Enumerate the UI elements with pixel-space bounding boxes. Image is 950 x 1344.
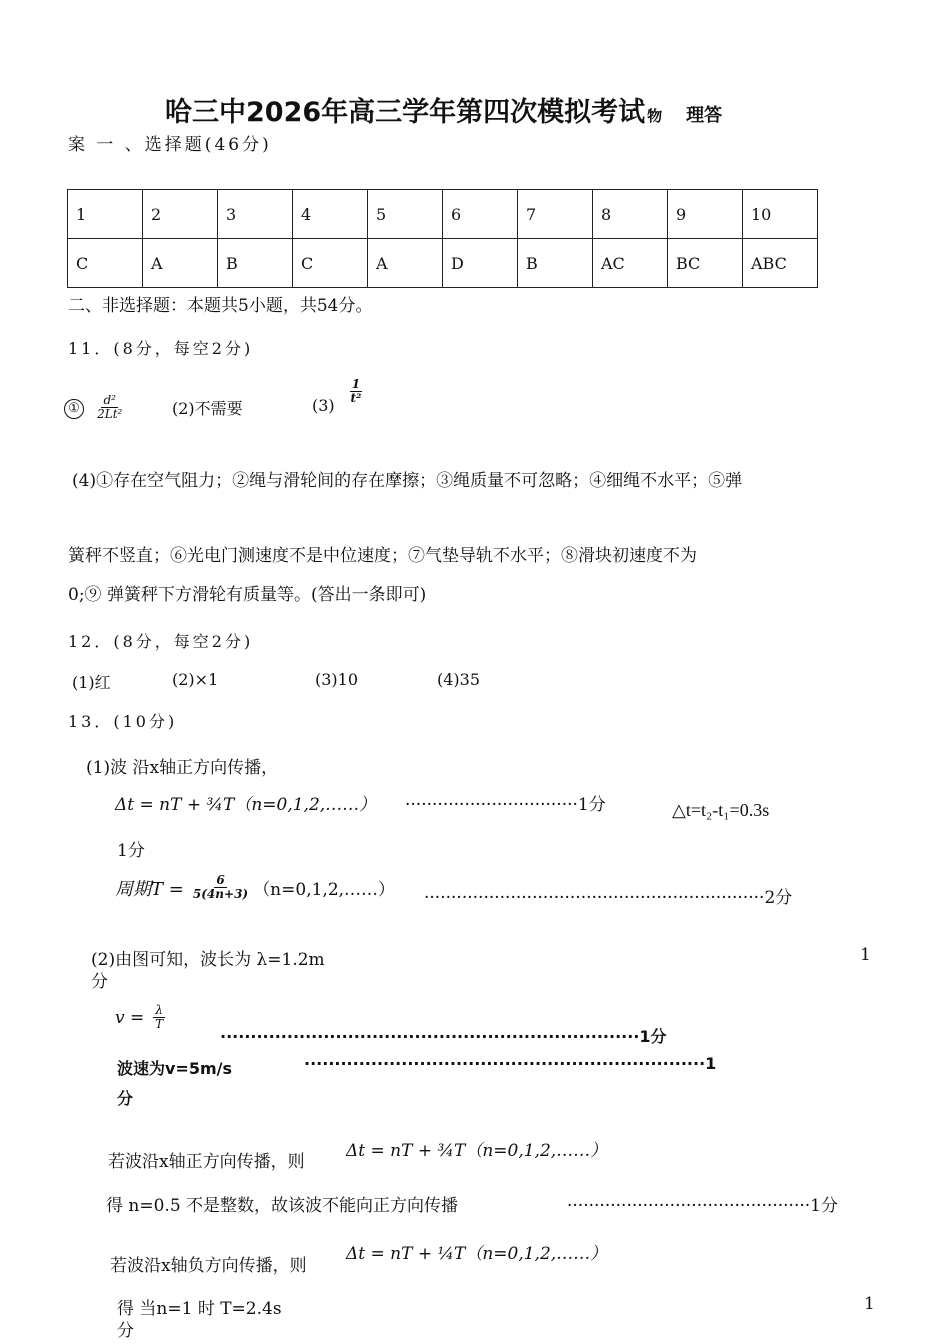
q13-negative-score: 1	[864, 1294, 875, 1314]
table-cell: AC	[593, 239, 668, 288]
period-fraction: $\frac{6}{5(4n+3)}$	[192, 873, 249, 902]
q13-positive-direction: 若波沿x轴正方向传播，则	[108, 1152, 305, 1172]
q13-positive-score: ·············································1分	[567, 1196, 838, 1216]
table-cell: D	[443, 239, 518, 288]
q12-answer-1: (1)红	[72, 673, 111, 692]
q13-negative-eq: Δt = nT + ¼T（n=0,1,2,……）	[346, 1244, 608, 1264]
q13-speed: 波速为v=5m/s	[117, 1059, 233, 1078]
table-cell: C	[68, 239, 143, 288]
section-1-heading: 案 一 、选择题(46分)	[68, 135, 272, 155]
table-cell: 2	[143, 190, 218, 239]
title-suffix-2: 理答	[686, 105, 723, 126]
table-cell: 10	[743, 190, 818, 239]
title-suffix-1: 物	[647, 107, 663, 125]
q12-answer-3: (3)10	[315, 670, 359, 689]
q13-negative-unit: 分	[117, 1321, 134, 1341]
page-title	[165, 90, 722, 129]
section-2-heading: 二、非选择题：本题共5小题，共54分。	[68, 296, 373, 316]
q13-speed-score: ··································································1	[304, 1054, 717, 1073]
q13-negative-direction: 若波沿x轴负方向传播，则	[110, 1256, 307, 1276]
q13-eq1: Δt = nT + ¾T（n=0,1,2,……）	[115, 795, 377, 815]
q13-part1: (1)波 沿x轴正方向传播，	[86, 758, 279, 778]
table-cell: 5	[368, 190, 443, 239]
q11-answer-3: (3) $\frac{1}{\text{t²}}$	[312, 377, 362, 415]
q13-positive-result: 得 n=0.5 不是整数，故该波不能向正方向传播	[106, 1196, 459, 1216]
table-cell: ABC	[743, 239, 818, 288]
velocity-fraction: $\frac{\lambda}{T}$	[155, 1003, 164, 1032]
table-row-numbers	[68, 190, 818, 239]
table-cell: C	[293, 239, 368, 288]
table-cell: A	[368, 239, 443, 288]
q13-delta-t: △t=t₂-t₁=0.3s	[672, 800, 770, 820]
table-cell: 7	[518, 190, 593, 239]
q13-velocity-formula: v = $\frac{\lambda}{T}$	[115, 1003, 164, 1032]
q13-period-score: ·······························································2分	[424, 888, 793, 908]
q11-answer-4-line2: 簧秤不竖直；⑥光电门测速度不是中位速度；⑦气垫导轨不水平；⑧滑块初速度不为	[68, 546, 697, 566]
q13-eq1-score: ································1分	[405, 795, 606, 815]
q11-answer-2: (2)不需要	[172, 399, 243, 418]
table-cell: B	[518, 239, 593, 288]
q13-velocity-score: ·····································································1分	[220, 1027, 667, 1046]
q11-fraction-3: $\frac{1}{\text{t²}}$	[350, 377, 362, 406]
table-cell: 8	[593, 190, 668, 239]
table-row-answers	[68, 239, 818, 288]
choice-answer-table	[67, 189, 818, 288]
q13-score-1: 1分	[117, 841, 145, 861]
q11-answer-1	[64, 377, 122, 421]
table-cell: 4	[293, 190, 368, 239]
q11-mark-1: ①	[64, 399, 84, 419]
table-cell: A	[143, 239, 218, 288]
q13-part2-score: 1	[860, 945, 871, 965]
table-cell: 6	[443, 190, 518, 239]
q13-speed-unit: 分	[117, 1089, 134, 1108]
table-cell: 3	[218, 190, 293, 239]
q11-fraction-1: $\frac{\text{d²}}{\text{2Lt²}}$	[97, 392, 123, 421]
q13-positive-eq: Δt = nT + ¾T（n=0,1,2,……）	[346, 1141, 608, 1161]
title-main: 哈三中2026年高三学年第四次模拟考试	[165, 97, 646, 128]
q13-negative-result: 得 当n=1 时 T=2.4s	[117, 1299, 282, 1319]
q12-heading: 12．(8分，每空2分)	[68, 632, 254, 651]
q12-answer-2: (2)×1	[172, 670, 219, 689]
table-cell: BC	[668, 239, 743, 288]
q12-answer-4: (4)35	[437, 670, 481, 689]
q13-part2: (2)由图可知，波长为 λ=1.2m	[91, 950, 325, 970]
q13-heading: 13．(10分)	[68, 712, 178, 731]
table-cell: B	[218, 239, 293, 288]
q13-part2-unit: 分	[91, 972, 108, 992]
table-cell: 1	[68, 190, 143, 239]
table-cell: 9	[668, 190, 743, 239]
q11-heading: 11．(8分，每空2分)	[68, 339, 254, 358]
q11-answer-4-line1: (4)①存在空气阻力；②绳与滑轮间的存在摩擦；③绳质量不可忽略；④细绳不水平；⑤弹	[72, 471, 743, 491]
q11-answer-4-line3: 0;⑨ 弹簧秤下方滑轮有质量等。(答出一条即可)	[68, 585, 427, 605]
q13-period: 周期T = $\frac{6}{5(4n+3)}$ （n=0,1,2,……）	[115, 873, 396, 902]
